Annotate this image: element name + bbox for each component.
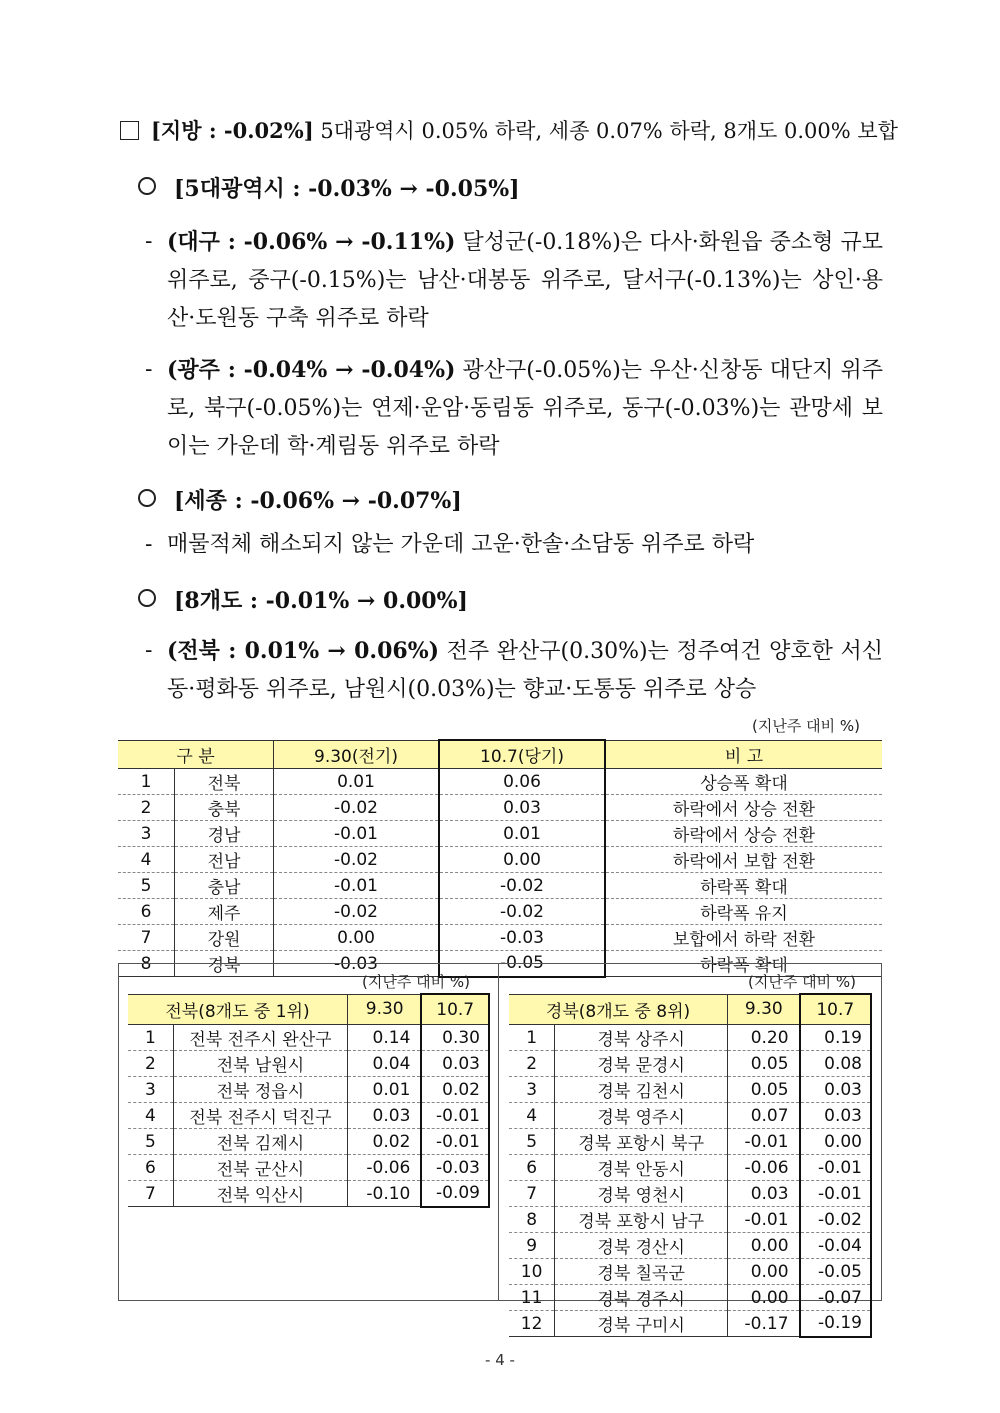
- header-cur: 10.7(당기): [439, 740, 605, 769]
- table-row: [118, 847, 882, 873]
- row-number: 3: [128, 1077, 173, 1103]
- row-prev: -0.03: [274, 951, 440, 977]
- row-number: 1: [128, 1025, 173, 1051]
- row-value-cur: -0.04: [800, 1233, 871, 1259]
- row-note: 하락에서 보합 전환: [605, 847, 882, 873]
- table-row: [118, 821, 882, 847]
- table-row: [118, 899, 882, 925]
- table-row: [128, 1129, 489, 1155]
- row-region: 경북 영주시: [555, 1103, 728, 1129]
- table-row: [509, 1103, 871, 1129]
- table-row: [509, 1181, 871, 1207]
- row-number: 1: [118, 769, 175, 795]
- daegu-label: (대구 : -0.06% → -0.11%): [167, 229, 456, 255]
- row-value-prev: 0.02: [347, 1129, 421, 1155]
- row-value-cur: 0.03: [800, 1103, 871, 1129]
- row-number: 1: [509, 1025, 555, 1051]
- table-row: [128, 1051, 489, 1077]
- row-value-prev: -0.10: [347, 1181, 421, 1207]
- row-value-cur: -0.19: [800, 1311, 871, 1337]
- row-region: 경북 김천시: [555, 1077, 728, 1103]
- row-number: 2: [118, 795, 175, 821]
- row-value-prev: 0.04: [347, 1051, 421, 1077]
- row-note: 상승폭 확대: [605, 769, 882, 795]
- row-value-cur: -0.01: [421, 1129, 489, 1155]
- row-value-cur: 0.08: [800, 1051, 871, 1077]
- row-number: 4: [128, 1103, 173, 1129]
- row-value-prev: 0.14: [347, 1025, 421, 1051]
- row-value-prev: 0.03: [347, 1103, 421, 1129]
- row-note: 하락폭 확대: [605, 951, 882, 977]
- main-table-unit: (지난주 대비 %): [752, 717, 860, 735]
- row-value-cur: -0.09: [421, 1181, 489, 1207]
- divider: [498, 964, 499, 1300]
- table-row: [128, 1103, 489, 1129]
- row-value-prev: -0.01: [728, 1129, 800, 1155]
- row-region: 전북 김제시: [173, 1129, 347, 1155]
- table-row: [118, 925, 882, 951]
- row-number: 4: [509, 1103, 555, 1129]
- table-row: [118, 873, 882, 899]
- heading-text: 5대광역시 0.05% 하락, 세종 0.07% 하락, 8개도 0.00% 보합: [313, 119, 898, 143]
- row-region: 강원: [175, 925, 274, 951]
- row-region: 전북 익산시: [173, 1181, 347, 1207]
- row-region: 전북 남원시: [173, 1051, 347, 1077]
- row-value-prev: -0.17: [728, 1311, 800, 1337]
- row-cur: 0.01: [439, 821, 605, 847]
- row-prev: 0.01: [274, 769, 440, 795]
- row-region: 전남: [175, 847, 274, 873]
- row-value-prev: 0.00: [728, 1233, 800, 1259]
- row-number: 6: [118, 899, 175, 925]
- jeonbuk-text: 전주 완산구(0.30%)는 정주여건 양호한 서신동·평화동 위주로, 남원시(0.03%)는 향교·도통동 위주로 상승: [167, 639, 883, 702]
- row-value-prev: 0.05: [728, 1077, 800, 1103]
- table-row: [128, 1077, 489, 1103]
- row-prev: -0.02: [274, 847, 440, 873]
- daegu-text: 달성군(-0.18%)은 다사·화원읍 중소형 규모 위주로, 중구(-0.15%)는 남산·대봉동 위주로, 달서구(-0.13%)는 상인·용산·도원동 구축 위주로 하락: [167, 230, 884, 331]
- dash-bullet: -: [145, 229, 153, 254]
- row-cur: 0.06: [439, 769, 605, 795]
- dash-bullet: -: [145, 638, 153, 663]
- row-region: 경북 포항시 북구: [555, 1129, 728, 1155]
- table-row: [509, 1155, 871, 1181]
- row-value-cur: -0.02: [800, 1207, 871, 1233]
- row-region: 충북: [175, 795, 274, 821]
- row-region: 경북 영천시: [555, 1181, 728, 1207]
- row-number: 9: [509, 1233, 555, 1259]
- gwangju-paragraph: [145, 351, 883, 466]
- row-number: 5: [128, 1129, 173, 1155]
- row-number: 3: [118, 821, 175, 847]
- table-row: [509, 1077, 871, 1103]
- row-region: 경북 구미시: [555, 1311, 728, 1337]
- row-value-prev: 0.00: [728, 1285, 800, 1311]
- table-row: [128, 1025, 489, 1051]
- row-region: 경북 안동시: [555, 1155, 728, 1181]
- table-row: [509, 1285, 871, 1311]
- gyeongbuk-table: [509, 993, 872, 1338]
- jeonbuk-label: (전북 : 0.01% → 0.06%): [167, 638, 440, 664]
- table-row: [509, 1311, 871, 1337]
- table-row: [509, 1207, 871, 1233]
- row-number: 3: [509, 1077, 555, 1103]
- row-value-cur: -0.07: [800, 1285, 871, 1311]
- row-note: 하락폭 유지: [605, 899, 882, 925]
- table-row: [509, 1051, 871, 1077]
- row-value-cur: 0.30: [421, 1025, 489, 1051]
- row-cur: -0.05: [439, 951, 605, 977]
- row-value-prev: 0.07: [728, 1103, 800, 1129]
- row-value-prev: 0.01: [347, 1077, 421, 1103]
- row-region: 경북 상주시: [555, 1025, 728, 1051]
- header-note: 비 고: [605, 740, 882, 769]
- row-number: 8: [118, 951, 175, 977]
- heading-label: [지방 : -0.02%]: [151, 118, 314, 143]
- metro-label: [5대광역시 : -0.03% → -0.05%]: [174, 176, 520, 202]
- left-header-title: 전북(8개도 중 1위): [128, 994, 347, 1025]
- row-note: 하락폭 확대: [605, 873, 882, 899]
- row-value-cur: -0.05: [800, 1259, 871, 1285]
- page-number: - 4 -: [485, 1351, 515, 1369]
- province-table: [118, 739, 882, 978]
- table-row: [118, 795, 882, 821]
- row-number: 4: [118, 847, 175, 873]
- sejong-label: [세종 : -0.06% → -0.07%]: [174, 488, 462, 514]
- dash-bullet: -: [145, 357, 153, 382]
- row-value-prev: -0.06: [728, 1155, 800, 1181]
- left-header-a: 9.30: [347, 994, 421, 1025]
- table-row: [128, 1181, 489, 1207]
- table-row: [509, 1025, 871, 1051]
- row-prev: 0.00: [274, 925, 440, 951]
- row-value-cur: 0.02: [421, 1077, 489, 1103]
- row-value-cur: 0.19: [800, 1025, 871, 1051]
- sejong-subheading: [138, 484, 462, 515]
- row-region: 경북 포항시 남구: [555, 1207, 728, 1233]
- row-number: 11: [509, 1285, 555, 1311]
- sejong-text: 매물적체 해소되지 않는 가운데 고운·한솔·소담동 위주로 하락: [167, 532, 755, 557]
- row-region: 전북: [175, 769, 274, 795]
- row-region: 전북 정읍시: [173, 1077, 347, 1103]
- row-value-cur: 0.00: [800, 1129, 871, 1155]
- row-region: 전북 군산시: [173, 1155, 347, 1181]
- checkbox-square-icon: [120, 121, 139, 140]
- table-row: [509, 1259, 871, 1285]
- row-number: 6: [128, 1155, 173, 1181]
- left-table-unit: (지난주 대비 %): [362, 973, 470, 991]
- row-region: 경북 경주시: [555, 1285, 728, 1311]
- header-prev: 9.30(전기): [274, 740, 440, 769]
- row-value-prev: 0.20: [728, 1025, 800, 1051]
- row-value-prev: 0.00: [728, 1259, 800, 1285]
- row-number: 6: [509, 1155, 555, 1181]
- dash-bullet: -: [145, 532, 153, 557]
- circle-bullet-icon: [138, 177, 156, 195]
- right-header-title: 경북(8개도 중 8위): [509, 994, 728, 1025]
- section-heading: [120, 115, 898, 145]
- provinces-subheading: [138, 584, 468, 615]
- row-number: 7: [509, 1181, 555, 1207]
- row-number: 2: [128, 1051, 173, 1077]
- row-cur: 0.03: [439, 795, 605, 821]
- row-value-prev: 0.05: [728, 1051, 800, 1077]
- table-row: [509, 1129, 871, 1155]
- row-value-cur: 0.03: [421, 1051, 489, 1077]
- row-region: 경북 칠곡군: [555, 1259, 728, 1285]
- row-region: 전북 전주시 덕진구: [173, 1103, 347, 1129]
- table-row: [509, 1233, 871, 1259]
- header-category: 구 분: [118, 740, 274, 769]
- row-value-cur: -0.03: [421, 1155, 489, 1181]
- row-value-prev: 0.03: [728, 1181, 800, 1207]
- row-cur: 0.00: [439, 847, 605, 873]
- row-value-cur: -0.01: [800, 1155, 871, 1181]
- row-prev: -0.02: [274, 795, 440, 821]
- row-value-cur: -0.01: [421, 1103, 489, 1129]
- row-number: 2: [509, 1051, 555, 1077]
- row-number: 5: [509, 1129, 555, 1155]
- row-region: 경북 경산시: [555, 1233, 728, 1259]
- right-header-a: 9.30: [728, 994, 800, 1025]
- right-header-b: 10.7: [800, 994, 871, 1025]
- row-prev: -0.02: [274, 899, 440, 925]
- gwangju-text: 광산구(-0.05%)는 우산·신창동 대단지 위주로, 북구(-0.05%)는 연제·운암·동림동 위주로, 동구(-0.03%)는 관망세 보이는 가운데 학·계림동 위주로 하락: [167, 358, 884, 459]
- row-region: 경북 문경시: [555, 1051, 728, 1077]
- row-region: 경남: [175, 821, 274, 847]
- circle-bullet-icon: [138, 489, 156, 507]
- row-number: 12: [509, 1311, 555, 1337]
- row-note: 하락에서 상승 전환: [605, 795, 882, 821]
- row-number: 10: [509, 1259, 555, 1285]
- row-note: 하락에서 상승 전환: [605, 821, 882, 847]
- row-cur: -0.03: [439, 925, 605, 951]
- circle-bullet-icon: [138, 589, 156, 607]
- right-table-unit: (지난주 대비 %): [748, 973, 856, 991]
- row-value-prev: -0.01: [728, 1207, 800, 1233]
- row-region: 경북: [175, 951, 274, 977]
- gwangju-label: (광주 : -0.04% → -0.04%): [167, 357, 456, 383]
- row-value-prev: -0.06: [347, 1155, 421, 1181]
- row-note: 보합에서 하락 전환: [605, 925, 882, 951]
- row-number: 7: [118, 925, 175, 951]
- row-value-cur: -0.01: [800, 1181, 871, 1207]
- row-value-cur: 0.03: [800, 1077, 871, 1103]
- metro-subheading: [138, 172, 520, 203]
- row-number: 8: [509, 1207, 555, 1233]
- row-prev: -0.01: [274, 821, 440, 847]
- provinces-label: [8개도 : -0.01% → 0.00%]: [174, 588, 468, 614]
- row-region: 충남: [175, 873, 274, 899]
- left-header-b: 10.7: [421, 994, 489, 1025]
- sejong-paragraph: [145, 526, 883, 564]
- row-prev: -0.01: [274, 873, 440, 899]
- row-number: 7: [128, 1181, 173, 1207]
- table-row: [118, 769, 882, 795]
- daegu-paragraph: [145, 223, 883, 338]
- jeonbuk-paragraph: [145, 632, 883, 709]
- row-region: 제주: [175, 899, 274, 925]
- table-row: [128, 1155, 489, 1181]
- row-cur: -0.02: [439, 899, 605, 925]
- row-cur: -0.02: [439, 873, 605, 899]
- row-number: 5: [118, 873, 175, 899]
- row-region: 전북 전주시 완산구: [173, 1025, 347, 1051]
- jeonbuk-table: [128, 993, 490, 1208]
